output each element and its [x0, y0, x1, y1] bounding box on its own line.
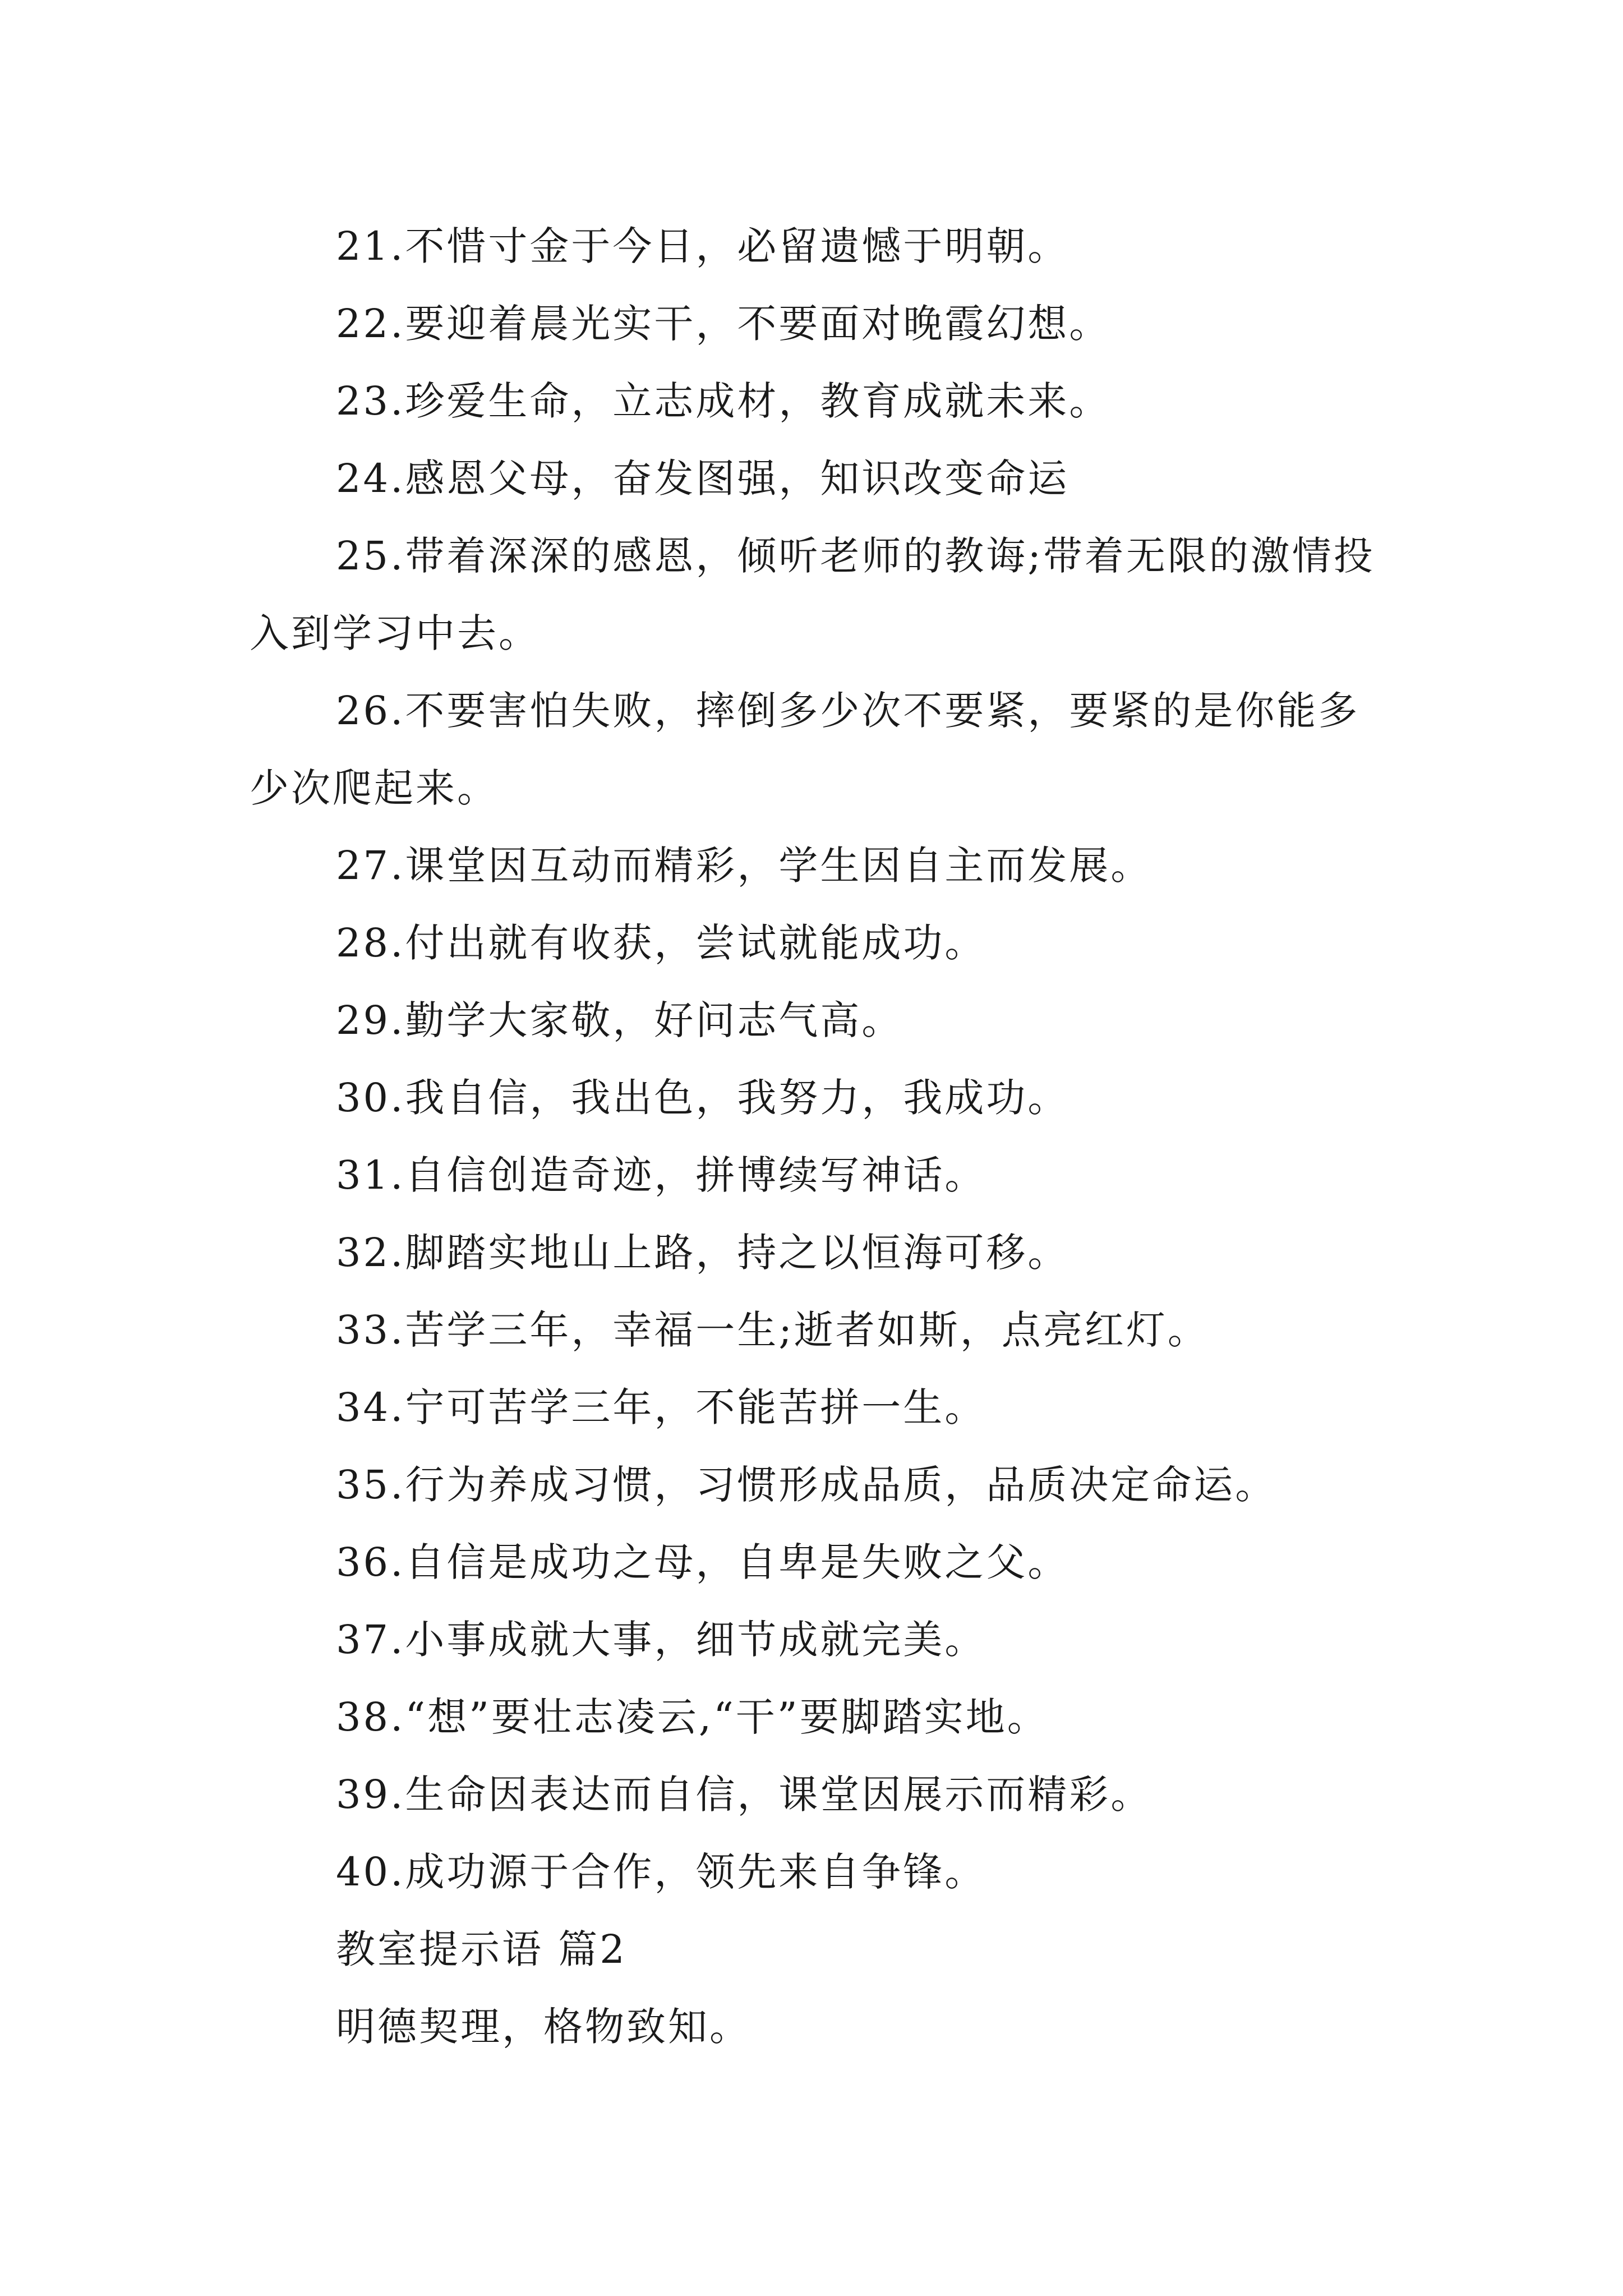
slogan-35: 35.行为养成习惯，习惯形成品质，品质决定命运。	[336, 1462, 1277, 1508]
section-heading: 教室提示语 篇2	[336, 1926, 627, 1972]
slogan-25: 25.带着深深的感恩，倾听老师的教诲;带着无限的激情投入到学习中去。	[250, 533, 1375, 656]
slogan-30: 30.我自信，我出色，我努力，我成功。	[336, 1075, 1069, 1121]
slogan-26: 26.不要害怕失败，摔倒多少次不要紧，要紧的是你能多少次爬起来。	[250, 688, 1360, 811]
slogan-22: 22.要迎着晨光实干，不要面对晚霞幻想。	[336, 301, 1111, 347]
slogan-36: 36.自信是成功之母，自卑是失败之父。	[336, 1539, 1069, 1585]
slogan-23: 23.珍爱生命，立志成材，教育成就未来。	[336, 378, 1111, 424]
slogan-31: 31.自信创造奇迹，拼博续写神话。	[336, 1152, 986, 1198]
slogan-28: 28.付出就有收获，尝试就能成功。	[336, 920, 986, 966]
slogan-39: 39.生命因表达而自信，课堂因展示而精彩。	[336, 1772, 1152, 1818]
slogan-32: 32.脚踏实地山上路，持之以恒海可移。	[336, 1230, 1069, 1276]
document-body	[250, 208, 1394, 2065]
slogan-27: 27.课堂因互动而精彩，学生因自主而发展。	[336, 843, 1152, 889]
slogan-37: 37.小事成就大事，细节成就完美。	[336, 1617, 986, 1663]
section-first-line: 明德契理，格物致知。	[336, 2004, 751, 2050]
slogan-40: 40.成功源于合作，领先来自争锋。	[336, 1849, 986, 1895]
slogan-24: 24.感恩父母，奋发图强，知识改变命运	[336, 455, 1069, 501]
slogan-38: 38.“想”要壮志凌云,“干”要脚踏实地。	[336, 1694, 1049, 1740]
slogan-21: 21.不惜寸金于今日，必留遗憾于明朝。	[336, 223, 1069, 269]
slogan-29: 29.勤学大家敬，好问志气高。	[336, 997, 903, 1043]
slogan-34: 34.宁可苦学三年，不能苦拼一生。	[336, 1384, 986, 1430]
slogan-33: 33.苦学三年，幸福一生;逝者如斯，点亮红灯。	[336, 1307, 1209, 1353]
